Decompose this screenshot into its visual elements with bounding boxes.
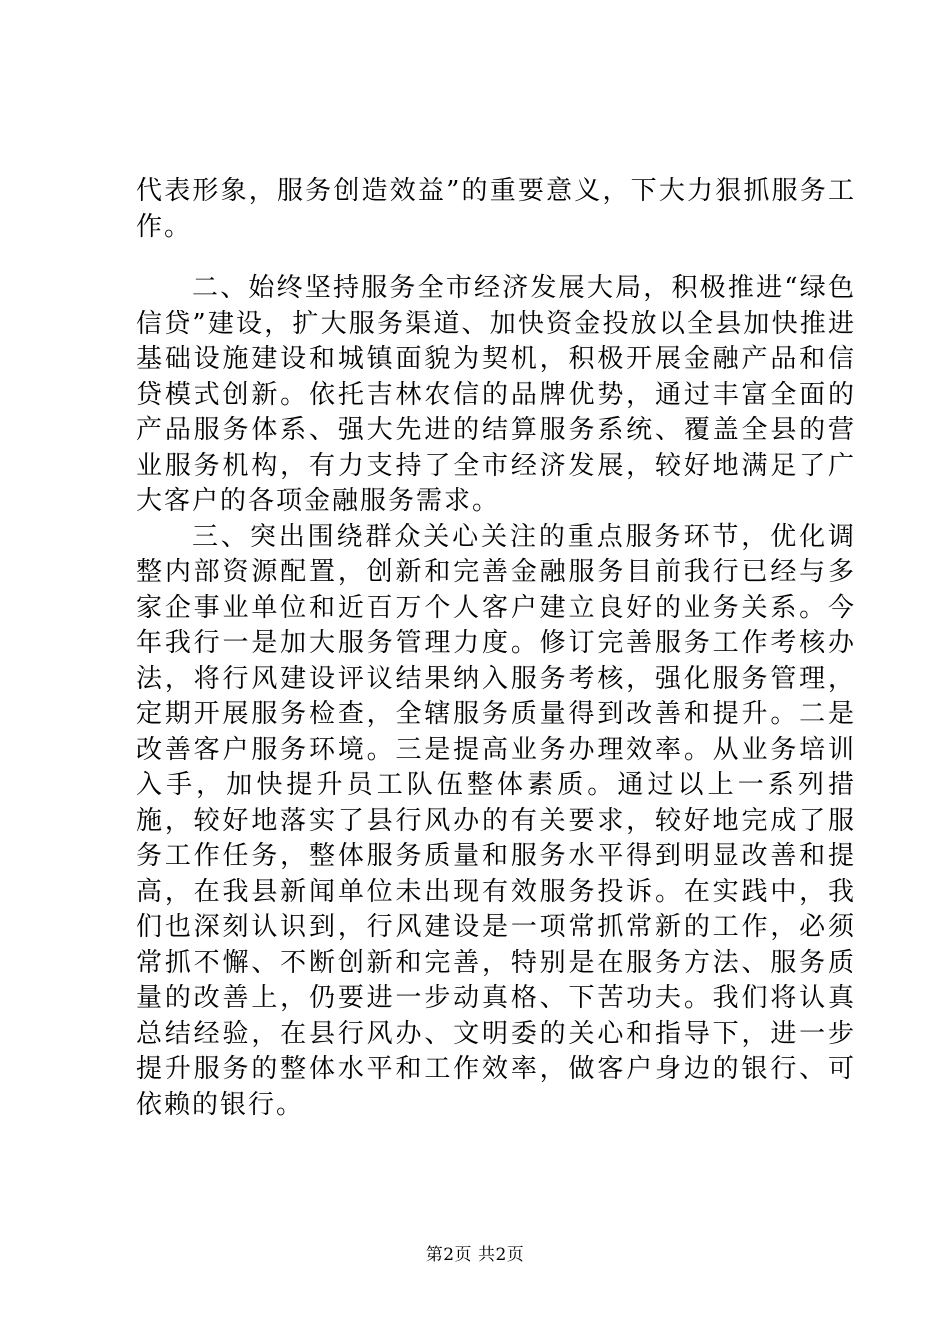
document-body: [136, 174, 856, 1123]
paragraph-continuation: 代表形象，服务创造效益”的重要意义，下大力狠抓服务工作。: [136, 176, 856, 242]
paragraph-section-three: 三、突出围绕群众关心关注的重点服务环节，优化调整内部资源配置，创新和完善金融服务目前我行已经与多家企事业单位和近百万个人客户建立良好的业务关系。今年我行一是加大服务管理力度。修订完善服务工作考核办法，将行风建设评议结果纳入服务考核，强化服务管理，定期开展服务检查，全辖服务质量得到改善和提升。二是改善客户服务环境。三是提高业务办理效率。从业务培训入手，加快提升员工队伍整体素质。通过以上一系列措施，较好地落实了县行风办的有关要求，较好地完成了服务工作任务，整体服务质量和服务水平得到明显改善和提高，在我县新闻单位未出现有效服务投诉。在实践中，我们也深刻认识到，行风建设是一项常抓常新的工作，必须常抓不懈、不断创新和完善，特别是在服务方法、服务质量的改善上，仍要进一步动真格、下苦功夫。我们将认真总结经验，在县行风办、文明委的关心和指导下，进一步提升服务的整体水平和工作效率，做客户身边的银行、可依赖的银行。: [136, 521, 856, 1120]
paragraph-section-two: 二、始终坚持服务全市经济发展大局，积极推进“绿色信贷”建设，扩大服务渠道、加快资金投放以全县加快推进基础设施建设和城镇面貌为契机，积极开展金融产品和信贷模式创新。依托吉林农信的品牌优势，通过丰富全面的产品服务体系、强大先进的结算服务系统、覆盖全县的营业服务机构，有力支持了全市经济发展，较好地满足了广大客户的各项金融服务需求。: [136, 273, 856, 516]
page-number-footer: 第2页 共2页: [425, 1245, 525, 1265]
